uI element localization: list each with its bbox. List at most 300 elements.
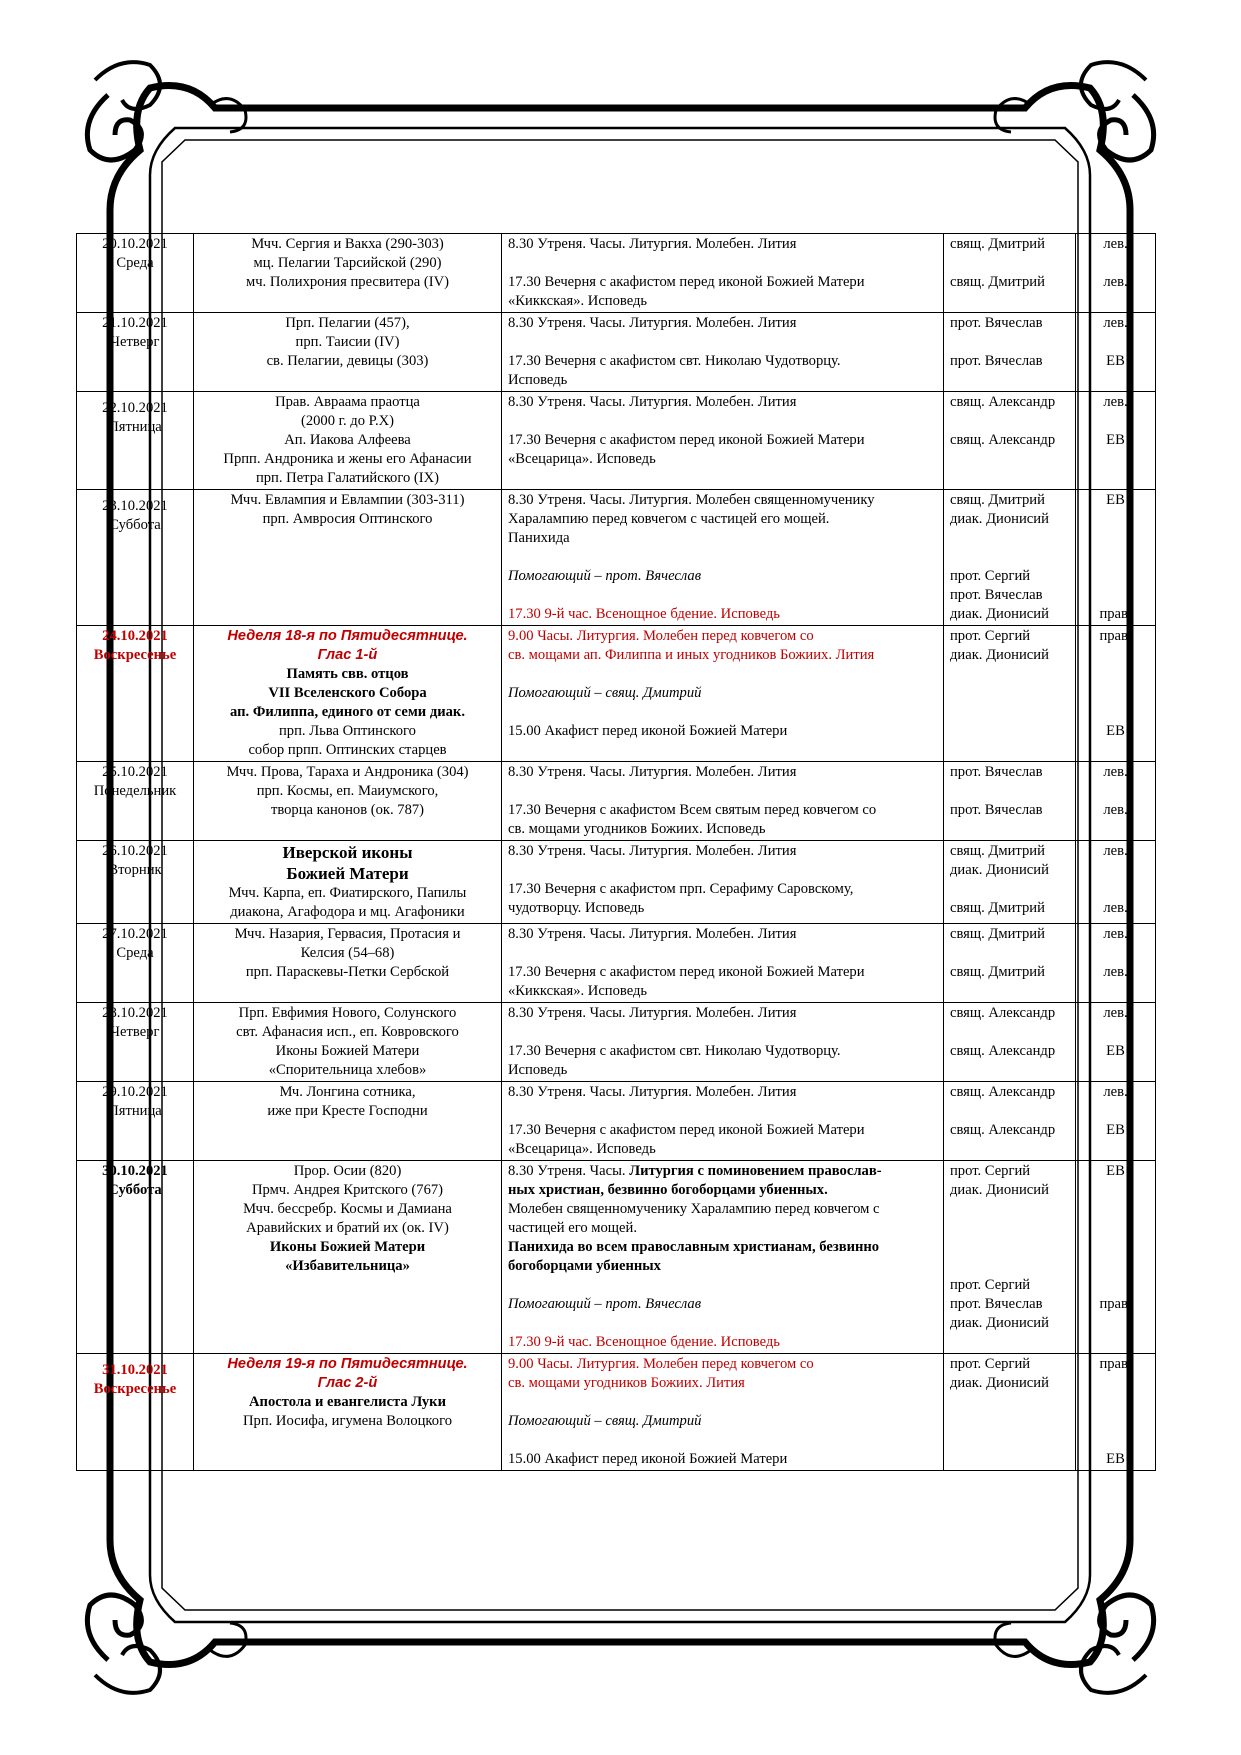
service-text: 8.30 Утреня. Часы. Литургия. Молебен. Лития bbox=[508, 315, 797, 331]
vestment-text: лев. bbox=[1103, 843, 1128, 859]
vestment-text: лев. bbox=[1103, 964, 1128, 980]
date-text: 26.10.2021 bbox=[102, 843, 168, 859]
commemoration-line bbox=[200, 1374, 495, 1393]
commemoration-line bbox=[200, 842, 495, 863]
vestment-text: прав. bbox=[1099, 1356, 1132, 1372]
vestment-text: лев. bbox=[1103, 926, 1128, 942]
weekday-text: Воскресенье bbox=[93, 647, 177, 663]
commemoration-line bbox=[200, 1083, 495, 1102]
commemoration-text: Иконы Божией Матери bbox=[275, 1043, 420, 1059]
commemoration-line bbox=[200, 722, 495, 741]
commemoration-text: Неделя 19-я по Пятидесятнице. bbox=[227, 1356, 468, 1372]
service-text: Панихида bbox=[508, 530, 570, 546]
spacer bbox=[1082, 1181, 1149, 1200]
spacer bbox=[1082, 1431, 1149, 1450]
service-line bbox=[508, 510, 937, 529]
spacer bbox=[1082, 529, 1149, 548]
commemoration-cell bbox=[194, 313, 502, 392]
spacer bbox=[1082, 1374, 1149, 1393]
service-line bbox=[508, 605, 937, 624]
commemoration-text: Апостола и евангелиста Луки bbox=[249, 1394, 446, 1410]
commemoration-line bbox=[200, 863, 495, 884]
vestment-line bbox=[1082, 963, 1149, 982]
clergy-line bbox=[950, 1295, 1069, 1314]
clergy-line bbox=[950, 925, 1069, 944]
vestment-line bbox=[1082, 1121, 1149, 1140]
service-line bbox=[508, 273, 937, 292]
commemoration-line bbox=[200, 254, 495, 273]
vestment-line bbox=[1082, 352, 1149, 371]
service-text: 8.30 Утреня. Часы. Литургия. Молебен. Лития bbox=[508, 236, 797, 252]
clergy-text: свящ. Александр bbox=[950, 1122, 1056, 1138]
commemoration-line bbox=[200, 469, 495, 488]
table-row bbox=[77, 313, 1156, 392]
spacer bbox=[950, 254, 1069, 273]
vestment-line bbox=[1082, 925, 1149, 944]
commemoration-text: Мчч. Сергия и Вакха (290-303) bbox=[251, 236, 444, 252]
service-text: 17.30 Вечерня с акафистом Всем святым перед ковчегом со bbox=[508, 802, 877, 818]
commemoration-text: Глас 2-й bbox=[317, 1375, 378, 1391]
clergy-text: свящ. Александр bbox=[950, 1005, 1056, 1021]
clergy-text: прот. Вячеслав bbox=[950, 764, 1043, 780]
vestment-line bbox=[1082, 491, 1149, 510]
service-text: 15.00 Акафист перед иконой Божией Матери bbox=[508, 1451, 788, 1467]
spacer bbox=[508, 703, 937, 722]
clergy-text: прот. Сергий bbox=[950, 1356, 1031, 1372]
commemoration-line bbox=[200, 412, 495, 431]
spacer bbox=[1082, 861, 1149, 880]
service-text: Помогающий – прот. Вячеслав bbox=[508, 1296, 702, 1312]
table-row bbox=[77, 392, 1156, 490]
service-text: 8.30 Утреня. Часы. Литургия. Молебен. Лития bbox=[508, 1005, 797, 1021]
spacer bbox=[1082, 665, 1149, 684]
vestment-text: прав. bbox=[1099, 628, 1132, 644]
services-cell bbox=[502, 1161, 944, 1354]
service-line bbox=[508, 235, 937, 254]
spacer bbox=[508, 1314, 937, 1333]
commemoration-text: Память свв. отцов bbox=[286, 666, 409, 682]
service-text: Помогающий – свящ. Дмитрий bbox=[508, 685, 702, 701]
spacer bbox=[1082, 684, 1149, 703]
date-cell bbox=[77, 1003, 194, 1082]
commemoration-text: Прп. Иосифа, игумена Волоцкого bbox=[242, 1413, 452, 1429]
clergy-text: диак. Дионисий bbox=[950, 1182, 1049, 1198]
commemoration-text: св. Пелагии, девицы (303) bbox=[266, 353, 429, 369]
table-row bbox=[77, 1354, 1156, 1471]
commemoration-text: Мчч. бессребр. Космы и Дамиана bbox=[243, 1201, 452, 1217]
clergy-text: прот. Сергий bbox=[950, 1163, 1031, 1179]
spacer bbox=[950, 412, 1069, 431]
clergy-line bbox=[950, 393, 1069, 412]
commemoration-text: Прп. Евфимия Нового, Солунского bbox=[238, 1005, 457, 1021]
service-text: 17.30 Вечерня с акафистом свт. Николаю Чудотворцу. bbox=[508, 353, 841, 369]
spacer bbox=[508, 1102, 937, 1121]
commemoration-line bbox=[200, 1023, 495, 1042]
vestment-cell bbox=[1076, 924, 1156, 1003]
vestment-line bbox=[1082, 763, 1149, 782]
clergy-line bbox=[950, 1121, 1069, 1140]
service-text: Исповедь bbox=[508, 372, 568, 388]
commemoration-line bbox=[200, 273, 495, 292]
date-text: 21.10.2021 bbox=[102, 315, 168, 331]
clergy-cell bbox=[944, 1161, 1076, 1354]
commemoration-line bbox=[200, 1200, 495, 1219]
clergy-line bbox=[950, 763, 1069, 782]
clergy-cell bbox=[944, 234, 1076, 313]
service-text: 17.30 Вечерня с акафистом перед иконой Божией Матери bbox=[508, 432, 865, 448]
service-line bbox=[508, 1374, 937, 1393]
table-row bbox=[77, 1003, 1156, 1082]
clergy-text: свящ. Дмитрий bbox=[950, 274, 1045, 290]
date-cell bbox=[77, 490, 194, 626]
clergy-line bbox=[950, 605, 1069, 624]
service-bold-text: ных христиан, безвинно богоборцами убиенных. bbox=[508, 1182, 828, 1198]
commemoration-line bbox=[200, 665, 495, 684]
spacer bbox=[1082, 1393, 1149, 1412]
clergy-line bbox=[950, 1355, 1069, 1374]
commemoration-text: Келсия (54–68) bbox=[300, 945, 395, 961]
spacer bbox=[1082, 1257, 1149, 1276]
clergy-text: свящ. Дмитрий bbox=[950, 843, 1045, 859]
clergy-line bbox=[950, 1042, 1069, 1061]
commemoration-text: свт. Афанасия исп., еп. Ковровского bbox=[236, 1024, 459, 1040]
commemoration-line bbox=[200, 1238, 495, 1257]
clergy-text: свящ. Дмитрий bbox=[950, 492, 1045, 508]
commemoration-line bbox=[200, 703, 495, 722]
spacer bbox=[508, 586, 937, 605]
vestment-line bbox=[1082, 235, 1149, 254]
service-line bbox=[508, 1061, 937, 1080]
weekday-text: Пятница bbox=[108, 419, 162, 435]
service-line bbox=[508, 1333, 937, 1352]
weekday-text: Суббота bbox=[109, 517, 161, 533]
spacer bbox=[508, 782, 937, 801]
schedule-table bbox=[76, 233, 1156, 1471]
service-text: 17.30 Вечерня с акафистом прп. Серафиму Саровскому, bbox=[508, 881, 854, 897]
spacer bbox=[950, 1102, 1069, 1121]
vestment-line bbox=[1082, 801, 1149, 820]
service-line bbox=[508, 627, 937, 646]
clergy-line bbox=[950, 586, 1069, 605]
service-text: 15.00 Акафист перед иконой Божией Матери bbox=[508, 723, 788, 739]
service-text: св. мощами ап. Филиппа и иных угодников Божиих. Лития bbox=[508, 647, 875, 663]
service-line bbox=[508, 393, 937, 412]
spacer bbox=[1082, 1412, 1149, 1431]
vestment-text: лев. bbox=[1103, 274, 1128, 290]
service-text: «Киккская». Исповедь bbox=[508, 293, 648, 309]
service-text: «Киккская». Исповедь bbox=[508, 983, 648, 999]
commemoration-line bbox=[200, 782, 495, 801]
spacer bbox=[1082, 567, 1149, 586]
commemoration-line bbox=[200, 1061, 495, 1080]
commemoration-text: прп. Параскевы-Петки Сербской bbox=[245, 964, 450, 980]
services-cell bbox=[502, 234, 944, 313]
service-text: «Всецарица». Исповедь bbox=[508, 1141, 656, 1157]
commemoration-text: творца канонов (ок. 787) bbox=[270, 802, 425, 818]
vestment-text: ЕВ bbox=[1106, 353, 1125, 369]
spacer bbox=[1082, 333, 1149, 352]
commemoration-line bbox=[200, 963, 495, 982]
commemoration-text: Мчч. Карпа, еп. Фиатирского, Папилы bbox=[228, 885, 467, 901]
vestment-text: прав. bbox=[1099, 606, 1132, 622]
vestment-line bbox=[1082, 1295, 1149, 1314]
spacer bbox=[1082, 586, 1149, 605]
commemoration-text: Мчч. Прова, Тараха и Андроника (304) bbox=[226, 764, 469, 780]
clergy-line bbox=[950, 1374, 1069, 1393]
vestment-line bbox=[1082, 431, 1149, 450]
commemoration-line bbox=[200, 1102, 495, 1121]
date-text: 27.10.2021 bbox=[102, 926, 168, 942]
service-line bbox=[508, 646, 937, 665]
commemoration-cell bbox=[194, 626, 502, 762]
clergy-line bbox=[950, 861, 1069, 880]
service-bold-text: Литургия с поминовением православ- bbox=[629, 1163, 882, 1179]
commemoration-text: диакона, Агафодора и мц. Агафоники bbox=[230, 904, 465, 920]
commemoration-text: Прмч. Андрея Критского (767) bbox=[251, 1182, 444, 1198]
services-cell bbox=[502, 924, 944, 1003]
service-line bbox=[508, 314, 937, 333]
commemoration-cell bbox=[194, 841, 502, 924]
service-line bbox=[508, 491, 937, 510]
services-cell bbox=[502, 626, 944, 762]
vestment-text: лев. bbox=[1103, 315, 1128, 331]
clergy-line bbox=[950, 842, 1069, 861]
spacer bbox=[950, 333, 1069, 352]
vestment-cell bbox=[1076, 1161, 1156, 1354]
commemoration-text: мц. Пелагии Тарсийской (290) bbox=[253, 255, 442, 271]
clergy-text: прот. Вячеслав bbox=[950, 1296, 1043, 1312]
clergy-text: прот. Вячеслав bbox=[950, 802, 1043, 818]
services-cell bbox=[502, 1082, 944, 1161]
weekday-text: Суббота bbox=[108, 1182, 162, 1198]
commemoration-text: Прп. Пелагии (457), bbox=[285, 315, 410, 331]
spacer bbox=[950, 880, 1069, 899]
clergy-line bbox=[950, 235, 1069, 254]
commemoration-text: мч. Полихрония пресвитера (IV) bbox=[245, 274, 449, 290]
clergy-line bbox=[950, 314, 1069, 333]
spacer bbox=[508, 254, 937, 273]
spacer bbox=[508, 412, 937, 431]
service-line bbox=[508, 1412, 937, 1431]
spacer bbox=[1082, 548, 1149, 567]
service-line bbox=[508, 1257, 937, 1276]
spacer bbox=[1082, 703, 1149, 722]
service-line bbox=[508, 567, 937, 586]
commemoration-text: Аравийских и братий их (ок. IV) bbox=[246, 1220, 449, 1236]
service-line bbox=[508, 1219, 937, 1238]
commemoration-text: прп. Космы, еп. Маиумского, bbox=[256, 783, 439, 799]
commemoration-text: Мчч. Назария, Гервасия, Протасия и bbox=[234, 926, 461, 942]
clergy-text: свящ. Александр bbox=[950, 432, 1056, 448]
spacer bbox=[508, 1393, 937, 1412]
clergy-text: свящ. Дмитрий bbox=[950, 900, 1045, 916]
commemoration-cell bbox=[194, 1354, 502, 1471]
clergy-cell bbox=[944, 313, 1076, 392]
spacer bbox=[1082, 254, 1149, 273]
commemoration-line bbox=[200, 1355, 495, 1374]
date-cell bbox=[77, 392, 194, 490]
spacer bbox=[508, 1023, 937, 1042]
clergy-line bbox=[950, 510, 1069, 529]
vestment-line bbox=[1082, 314, 1149, 333]
clergy-text: свящ. Дмитрий bbox=[950, 964, 1045, 980]
service-line bbox=[508, 982, 937, 1001]
service-line bbox=[508, 1162, 937, 1181]
services-cell bbox=[502, 1354, 944, 1471]
date-cell bbox=[77, 1082, 194, 1161]
commemoration-line bbox=[200, 627, 495, 646]
vestment-text: прав. bbox=[1099, 1296, 1132, 1312]
date-text: 22.10.2021 bbox=[102, 400, 168, 416]
service-line bbox=[508, 899, 937, 918]
weekday-text: Среда bbox=[116, 255, 154, 271]
commemoration-text: VII Вселенского Собора bbox=[268, 685, 427, 701]
spacer bbox=[1082, 880, 1149, 899]
commemoration-line bbox=[200, 646, 495, 665]
vestment-line bbox=[1082, 1004, 1149, 1023]
commemoration-text: ап. Филиппа, единого от семи диак. bbox=[230, 704, 465, 720]
clergy-line bbox=[950, 1314, 1069, 1333]
date-text: 25.10.2021 bbox=[102, 764, 168, 780]
service-line bbox=[508, 880, 937, 899]
service-text: св. мощами угодников Божиих. Лития bbox=[508, 1375, 745, 1391]
spacer bbox=[950, 1219, 1069, 1238]
vestment-line bbox=[1082, 899, 1149, 918]
spacer bbox=[950, 529, 1069, 548]
service-line bbox=[508, 1355, 937, 1374]
commemoration-cell bbox=[194, 490, 502, 626]
service-text: чудотворцу. Исповедь bbox=[508, 900, 645, 916]
clergy-text: прот. Вячеслав bbox=[950, 587, 1043, 603]
commemoration-text: прп. Амвросия Оптинского bbox=[262, 511, 433, 527]
service-text: Харалампию перед ковчегом с частицей его мощей. bbox=[508, 511, 830, 527]
spacer bbox=[950, 1200, 1069, 1219]
vestment-line bbox=[1082, 1042, 1149, 1061]
commemoration-text: Глас 1-й bbox=[317, 647, 378, 663]
commemoration-line bbox=[200, 314, 495, 333]
vestment-text: лев. bbox=[1103, 764, 1128, 780]
spacer bbox=[508, 1431, 937, 1450]
vestment-line bbox=[1082, 393, 1149, 412]
clergy-line bbox=[950, 1181, 1069, 1200]
commemoration-cell bbox=[194, 1161, 502, 1354]
vestment-text: лев. bbox=[1103, 394, 1128, 410]
spacer bbox=[950, 548, 1069, 567]
clergy-line bbox=[950, 1083, 1069, 1102]
commemoration-text: прп. Льва Оптинского bbox=[279, 723, 416, 739]
commemoration-text: Прор. Осии (820) bbox=[293, 1163, 402, 1179]
clergy-line bbox=[950, 627, 1069, 646]
service-text: св. мощами угодников Божиих. Исповедь bbox=[508, 821, 766, 837]
spacer bbox=[1082, 1102, 1149, 1121]
vestment-text: ЕВ bbox=[1106, 1451, 1125, 1467]
table-row bbox=[77, 1082, 1156, 1161]
table-row bbox=[77, 924, 1156, 1003]
service-text: 8.30 Утреня. Часы. Литургия. Молебен. Лития bbox=[508, 1084, 797, 1100]
commemoration-line bbox=[200, 450, 495, 469]
service-text: 17.30 Вечерня с акафистом свт. Николаю Чудотворцу. bbox=[508, 1043, 841, 1059]
weekday-text: Воскресенье bbox=[93, 1381, 177, 1397]
commemoration-cell bbox=[194, 762, 502, 841]
clergy-line bbox=[950, 567, 1069, 586]
date-text: 20.10.2021 bbox=[102, 236, 168, 252]
vestment-line bbox=[1082, 842, 1149, 861]
vestment-line bbox=[1082, 722, 1149, 741]
service-line bbox=[508, 763, 937, 782]
spacer bbox=[508, 944, 937, 963]
service-line bbox=[508, 1042, 937, 1061]
service-line bbox=[508, 450, 937, 469]
commemoration-text: иже при Кресте Господни bbox=[267, 1103, 428, 1119]
service-line bbox=[508, 1200, 937, 1219]
vestment-text: ЕВ bbox=[1106, 1163, 1125, 1179]
commemoration-cell bbox=[194, 1082, 502, 1161]
commemoration-line bbox=[200, 352, 495, 371]
spacer bbox=[950, 782, 1069, 801]
spacer bbox=[1082, 1276, 1149, 1295]
commemoration-line bbox=[200, 1181, 495, 1200]
service-line bbox=[508, 431, 937, 450]
service-line bbox=[508, 925, 937, 944]
vestment-line bbox=[1082, 1083, 1149, 1102]
spacer bbox=[1082, 1023, 1149, 1042]
service-text: 17.30 9-й час. Всенощное бдение. Исповедь bbox=[508, 1334, 780, 1350]
vestment-cell bbox=[1076, 234, 1156, 313]
commemoration-line bbox=[200, 510, 495, 529]
commemoration-cell bbox=[194, 392, 502, 490]
service-text: «Всецарица». Исповедь bbox=[508, 451, 656, 467]
vestment-line bbox=[1082, 273, 1149, 292]
commemoration-line bbox=[200, 1393, 495, 1412]
vestment-text: ЕВ bbox=[1106, 492, 1125, 508]
service-line bbox=[508, 1181, 937, 1200]
date-cell bbox=[77, 924, 194, 1003]
service-text: 8.30 Утреня. Часы. Литургия. Молебен. Лития bbox=[508, 394, 797, 410]
clergy-line bbox=[950, 801, 1069, 820]
vestment-cell bbox=[1076, 626, 1156, 762]
commemoration-text: Иконы Божией Матери bbox=[269, 1239, 426, 1255]
clergy-text: диак. Дионисий bbox=[950, 1315, 1049, 1331]
vestment-text: лев. bbox=[1103, 236, 1128, 252]
service-line bbox=[508, 722, 937, 741]
commemoration-line bbox=[200, 1257, 495, 1276]
service-text: 17.30 Вечерня с акафистом перед иконой Божией Матери bbox=[508, 1122, 865, 1138]
commemoration-line bbox=[200, 763, 495, 782]
services-cell bbox=[502, 762, 944, 841]
commemoration-line bbox=[200, 684, 495, 703]
service-text: Исповедь bbox=[508, 1062, 568, 1078]
service-text: 17.30 Вечерня с акафистом перед иконой Божией Матери bbox=[508, 274, 865, 290]
clergy-line bbox=[950, 963, 1069, 982]
clergy-text: прот. Сергий bbox=[950, 628, 1031, 644]
spacer bbox=[1082, 412, 1149, 431]
vestment-cell bbox=[1076, 1354, 1156, 1471]
vestment-text: ЕВ bbox=[1106, 1043, 1125, 1059]
service-line bbox=[508, 1004, 937, 1023]
commemoration-line bbox=[200, 235, 495, 254]
clergy-cell bbox=[944, 762, 1076, 841]
spacer bbox=[508, 665, 937, 684]
spacer bbox=[950, 1257, 1069, 1276]
vestment-text: ЕВ bbox=[1106, 723, 1125, 739]
spacer bbox=[508, 333, 937, 352]
commemoration-text: Прпп. Андроника и жены его Афанасии bbox=[223, 451, 472, 467]
date-cell bbox=[77, 841, 194, 924]
commemoration-text: прп. Петра Галатийского (IX) bbox=[255, 470, 440, 486]
date-text: 30.10.2021 bbox=[102, 1163, 168, 1179]
commemoration-line bbox=[200, 431, 495, 450]
service-text: 17.30 Вечерня с акафистом перед иконой Божией Матери bbox=[508, 964, 865, 980]
